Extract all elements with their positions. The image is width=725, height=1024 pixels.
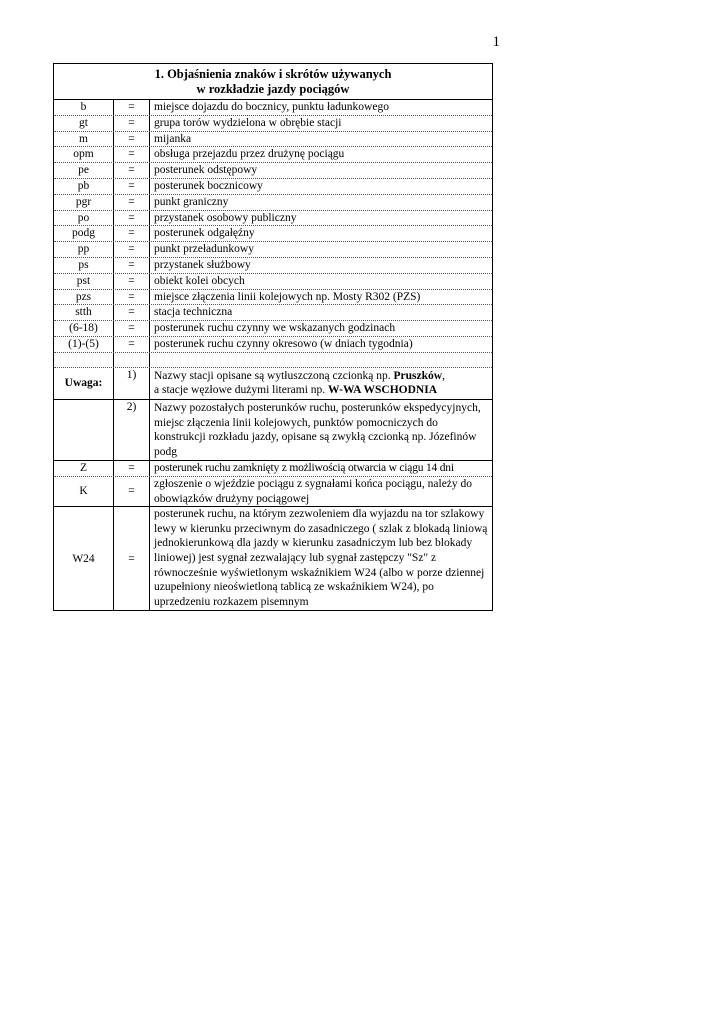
description-cell: posterunek odgałęźny [154, 227, 255, 240]
note-number: 2) [114, 400, 150, 460]
description-cell: grupa torów wydzielona w obrębie stacji [154, 116, 342, 129]
table-row [54, 321, 492, 337]
table-row [54, 337, 492, 353]
table-row [54, 461, 492, 477]
equals-cell: = [114, 211, 150, 226]
abbr-cell: stth [54, 305, 114, 320]
note-text: Nazwy pozostałych posterunków ruchu, posterunków ekspedycyjnych, miejsc złączenia linii kolejowych, punktów pomocniczych do konstrukcji rozkładu jazdy, opisane są zwykłą czcionką np. Józefinów podg [154, 401, 481, 458]
description-cell: przystanek osobowy publiczny [154, 211, 297, 224]
note-label: Uwaga: [54, 368, 114, 399]
note-1-text-d: a stacje węzłowe dużymi literami np. [154, 384, 329, 397]
legend-table [53, 63, 493, 611]
description-cell: posterunek ruchu czynny okresowo (w dniach tygodnia) [154, 337, 413, 350]
abbr-cell: po [54, 211, 114, 226]
description-cell: mijanka [154, 132, 192, 145]
equals-cell: = [114, 179, 150, 194]
empty-cell [114, 353, 150, 367]
table-row [54, 132, 492, 148]
description-cell: posterunek odstępowy [154, 164, 258, 177]
equals-cell: = [114, 226, 150, 241]
description-cell: posterunek ruchu czynny we wskazanych godzinach [154, 322, 396, 335]
empty-cell [54, 353, 114, 367]
table-row [54, 507, 492, 610]
table-row [54, 305, 492, 321]
blank-row [54, 353, 492, 368]
abbr-cell: Z [54, 461, 114, 476]
equals-cell: = [114, 100, 150, 115]
description-cell: obsługa przejazdu przez drużynę pociągu [154, 148, 345, 161]
equals-cell: = [114, 337, 150, 352]
table-row [54, 290, 492, 306]
description-cell: posterunek bocznicowy [154, 179, 263, 192]
table-row [54, 163, 492, 179]
abbr-cell: (6-18) [54, 321, 114, 336]
equals-cell: = [114, 116, 150, 131]
equals-cell: = [114, 290, 150, 305]
table-row [54, 211, 492, 227]
abbr-cell: b [54, 100, 114, 115]
abbr-cell: gt [54, 116, 114, 131]
equals-cell: = [114, 321, 150, 336]
abbr-cell: K [54, 477, 114, 506]
table-row [54, 226, 492, 242]
note-1-text-a: Nazwy stacji opisane są wytłuszczoną czcionką np. [154, 369, 394, 382]
table-row [54, 477, 492, 507]
description-cell: posterunek ruchu zamknięty z możliwością otwarcia w ciągu 14 dni [154, 462, 454, 475]
note-text [150, 368, 492, 399]
note-1-line-1 [154, 369, 489, 384]
table-title [54, 64, 492, 100]
equals-cell: = [114, 132, 150, 147]
equals-cell: = [114, 163, 150, 178]
abbr-cell: m [54, 132, 114, 147]
equals-cell: = [114, 147, 150, 162]
table-row [54, 195, 492, 211]
description-cell: zgłoszenie o wjeździe pociągu z sygnałami końca pociągu, należy do obowiązków drużyny pociągowej [154, 478, 473, 505]
equals-cell: = [114, 195, 150, 210]
table-row [54, 100, 492, 116]
abbr-cell: opm [54, 147, 114, 162]
abbr-cell: W24 [54, 507, 114, 610]
equals-cell: = [114, 258, 150, 273]
description-cell: posterunek ruchu, na którym zezwoleniem dla wyjazdu na tor szlakowy lewy w kierunku przeciwnym do zasadniczego ( szlak z blokadą liniową jednokierunkową dla jazdy w kierunku zasadniczym lub bez blokady liniowej) jest sygnał zezwalający lub sygnał zastępczy "Sz" z równocześnie wyświetlonym wskaźnikiem W24 (albo w porze dziennej uzupełniony nieoświetloną tablicą ze wskaźnikiem W24), po uprzedzeniu rozkazem pisemnym [154, 508, 488, 608]
description-cell: punkt przeładunkowy [154, 243, 254, 256]
page-number: 1 [492, 34, 500, 50]
abbr-cell: (1)-(5) [54, 337, 114, 352]
abbr-cell: pgr [54, 195, 114, 210]
empty-cell [54, 400, 114, 460]
description-cell: przystanek służbowy [154, 258, 251, 271]
equals-cell: = [114, 477, 150, 506]
abbr-cell: pb [54, 179, 114, 194]
description-cell: obiekt kolei obcych [154, 274, 245, 287]
table-row [54, 179, 492, 195]
table-row [54, 242, 492, 258]
description-cell: punkt graniczny [154, 195, 229, 208]
title-line-2: w rozkładzie jazdy pociągów [196, 82, 350, 96]
note-1-caps-example: W-WA WSCHODNIA [328, 384, 437, 397]
note-1-bold-example: Pruszków [393, 369, 443, 382]
abbr-cell: pst [54, 274, 114, 289]
description-cell: miejsce dojazdu do bocznicy, punktu ładunkowego [154, 101, 389, 113]
note-row-1 [54, 368, 492, 400]
abbr-cell: pp [54, 242, 114, 257]
table-row [54, 258, 492, 274]
table-row [54, 274, 492, 290]
description-cell: miejsce złączenia linii kolejowych np. Mosty R302 (PZS) [154, 290, 421, 303]
title-line-1: 1. Objaśnienia znaków i skrótów używanych [154, 67, 392, 81]
note-row-2 [54, 400, 492, 461]
table-body [54, 100, 492, 610]
equals-cell: = [114, 507, 150, 610]
equals-cell: = [114, 461, 150, 476]
description-cell: stacja techniczna [154, 306, 233, 319]
note-number: 1) [114, 368, 150, 399]
note-1-line-2 [154, 383, 489, 398]
table-row [54, 147, 492, 163]
equals-cell: = [114, 305, 150, 320]
abbr-cell: pzs [54, 290, 114, 305]
table-row [54, 116, 492, 132]
abbr-cell: ps [54, 258, 114, 273]
empty-cell [150, 353, 492, 367]
abbr-cell: podg [54, 226, 114, 241]
note-1-text-c: , [442, 369, 445, 382]
abbr-cell: pe [54, 163, 114, 178]
equals-cell: = [114, 242, 150, 257]
equals-cell: = [114, 274, 150, 289]
